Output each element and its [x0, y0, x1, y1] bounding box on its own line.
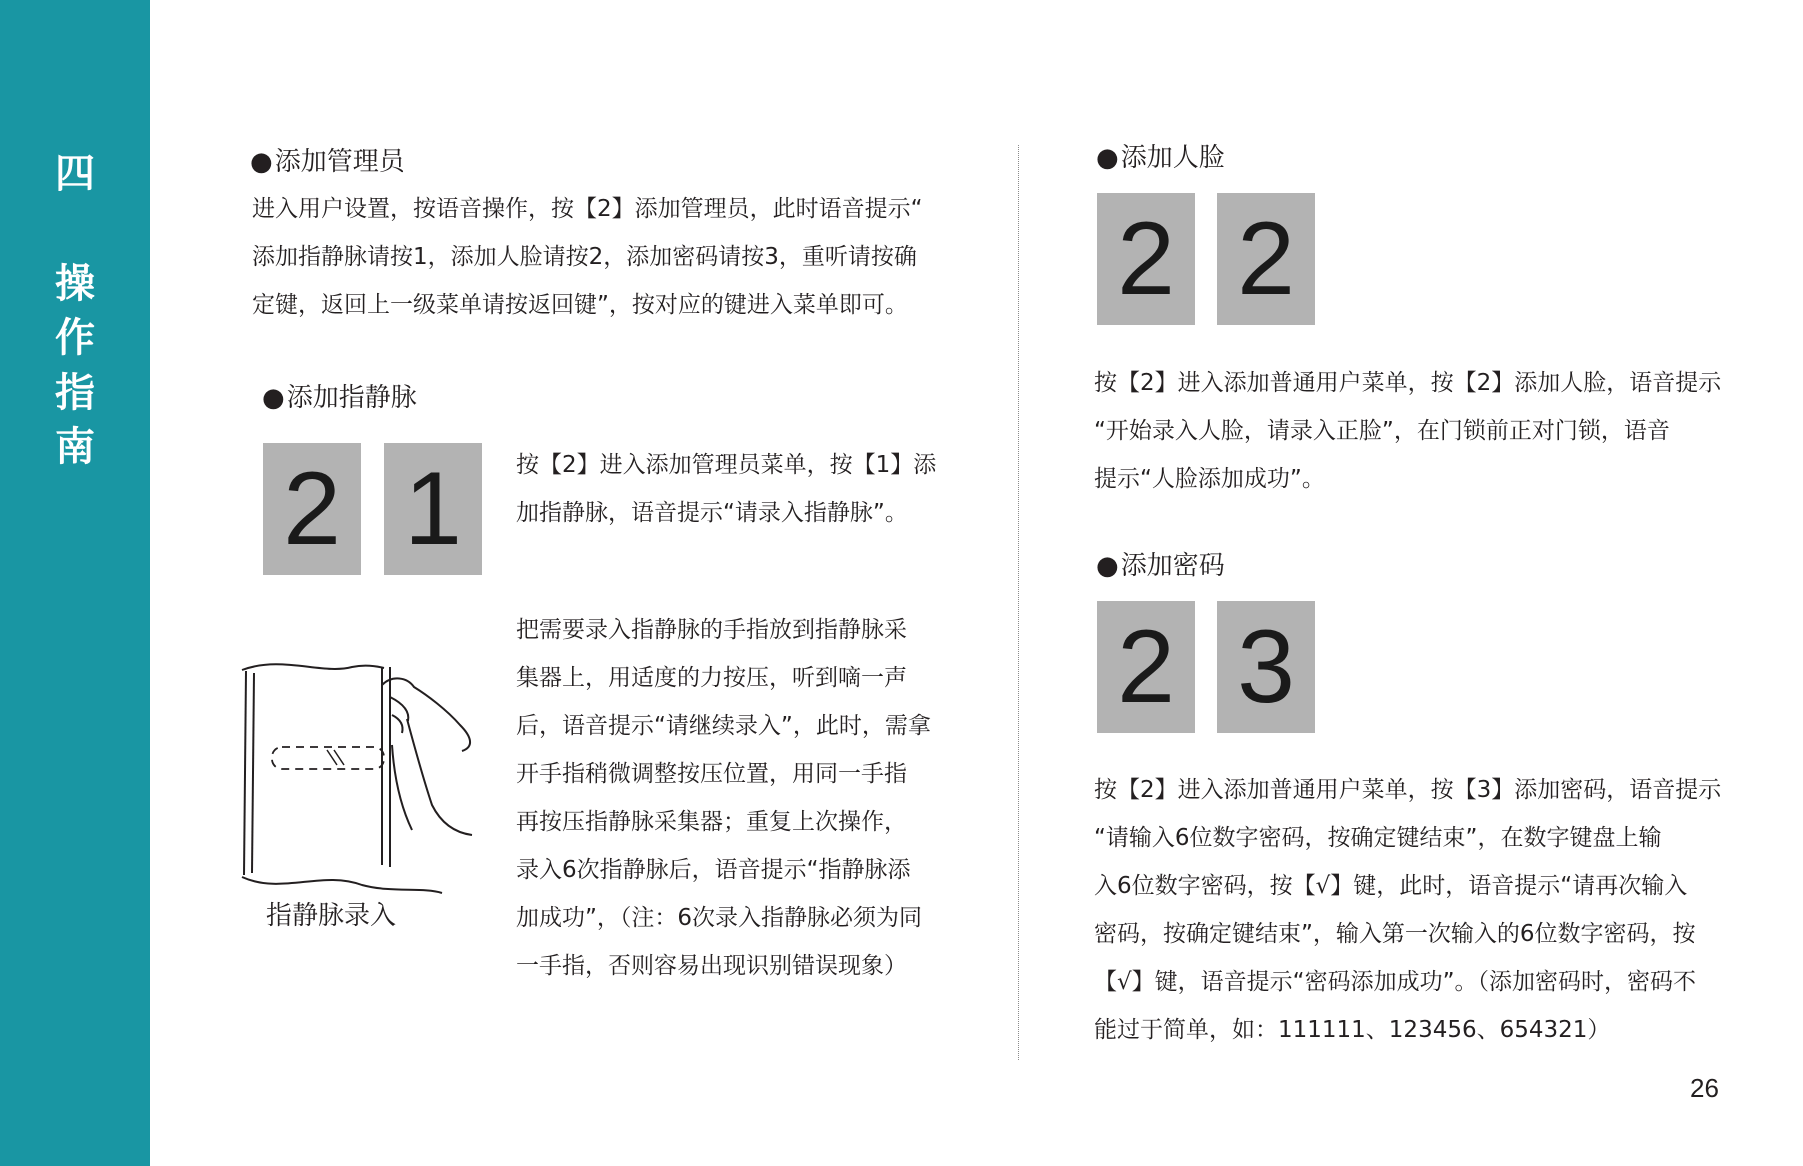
text-line: 开手指稍微调整按压位置，用同一手指: [516, 761, 907, 787]
add-admin-paragraph: [252, 185, 923, 329]
text-line: 进入用户设置，按语音操作，按【2】添加管理员，此时语音提示“: [252, 196, 923, 222]
add-password-paragraph: [1094, 766, 1721, 1054]
text-line: 按【2】进入添加管理员菜单，按【1】添: [516, 452, 937, 478]
add-vein-intro: [516, 441, 936, 537]
chapter-sidebar: [0, 0, 150, 1166]
text-line: 入6位数字密码，按【√】键，此时，语音提示“请再次输入: [1094, 873, 1688, 899]
text-line: 能过于简单，如：111111、123456、654321）: [1094, 1017, 1611, 1043]
chapter-number: 四: [55, 151, 95, 197]
add-vein-detail: [516, 606, 931, 990]
bullet-icon: ●: [1096, 551, 1119, 581]
chapter-title-char: 指: [55, 370, 95, 416]
add-face-paragraph: [1094, 359, 1721, 503]
chapter-title-char: 作: [55, 315, 95, 361]
text-line: 添加指静脉请按1，添加人脸请按2，添加密码请按3，重听请按确: [252, 244, 917, 270]
text-line: “开始录入人脸，请录入正脸”，在门锁前正对门锁，语音: [1094, 418, 1670, 444]
section-heading-add-admin: ●添加管理员: [250, 147, 405, 177]
text-line: 密码，按确定键结束”，输入第一次输入的6位数字密码，按: [1094, 921, 1696, 947]
bullet-icon: ●: [250, 147, 273, 177]
text-line: 后，语音提示“请继续录入”，此时，需拿: [516, 713, 931, 739]
key-box: 2: [1097, 193, 1195, 325]
text-line: 集器上，用适度的力按压，听到嘀一声: [516, 665, 907, 691]
chapter-title-char: 操: [55, 261, 95, 307]
key-box: 2: [1097, 601, 1195, 733]
text-line: 把需要录入指静脉的手指放到指静脉采: [516, 617, 907, 643]
text-line: 定键，返回上一级菜单请按返回键”，按对应的键进入菜单即可。: [252, 292, 908, 318]
text-line: 加指静脉，语音提示“请录入指静脉”。: [516, 500, 908, 526]
chapter-title-char: 南: [55, 424, 95, 470]
section-heading-add-face: ●添加人脸: [1096, 143, 1225, 173]
text-line: 录入6次指静脉后，语音提示“指静脉添: [516, 857, 911, 883]
bullet-icon: ●: [262, 383, 285, 413]
bullet-icon: ●: [1096, 143, 1119, 173]
text-line: “请输入6位数字密码，按确定键结束”，在数字键盘上输: [1094, 825, 1662, 851]
finger-vein-scanner-illustration: [232, 655, 492, 895]
key-box: 2: [263, 443, 361, 575]
text-line: 按【2】进入添加普通用户菜单，按【2】添加人脸，语音提示: [1094, 370, 1722, 396]
section-heading-add-password: ●添加密码: [1096, 551, 1225, 581]
text-line: 按【2】进入添加普通用户菜单，按【3】添加密码，语音提示: [1094, 777, 1722, 803]
section-heading-add-vein: ●添加指静脉: [262, 383, 417, 413]
text-line: 一手指，否则容易出现识别错误现象）: [516, 953, 907, 979]
text-line: 加成功”，（注：6次录入指静脉必须为同: [516, 905, 923, 931]
column-divider: [1018, 145, 1019, 1060]
text-line: 再按压指静脉采集器；重复上次操作，: [516, 809, 907, 835]
key-box: 3: [1217, 601, 1315, 733]
page-number: 26: [1690, 1073, 1719, 1103]
text-line: 【√】键，语音提示“密码添加成功”。（添加密码时，密码不: [1094, 969, 1696, 995]
illustration-caption: 指静脉录入: [266, 901, 397, 931]
text-line: 提示“人脸添加成功”。: [1094, 466, 1325, 492]
key-box: 2: [1217, 193, 1315, 325]
key-box: 1: [384, 443, 482, 575]
